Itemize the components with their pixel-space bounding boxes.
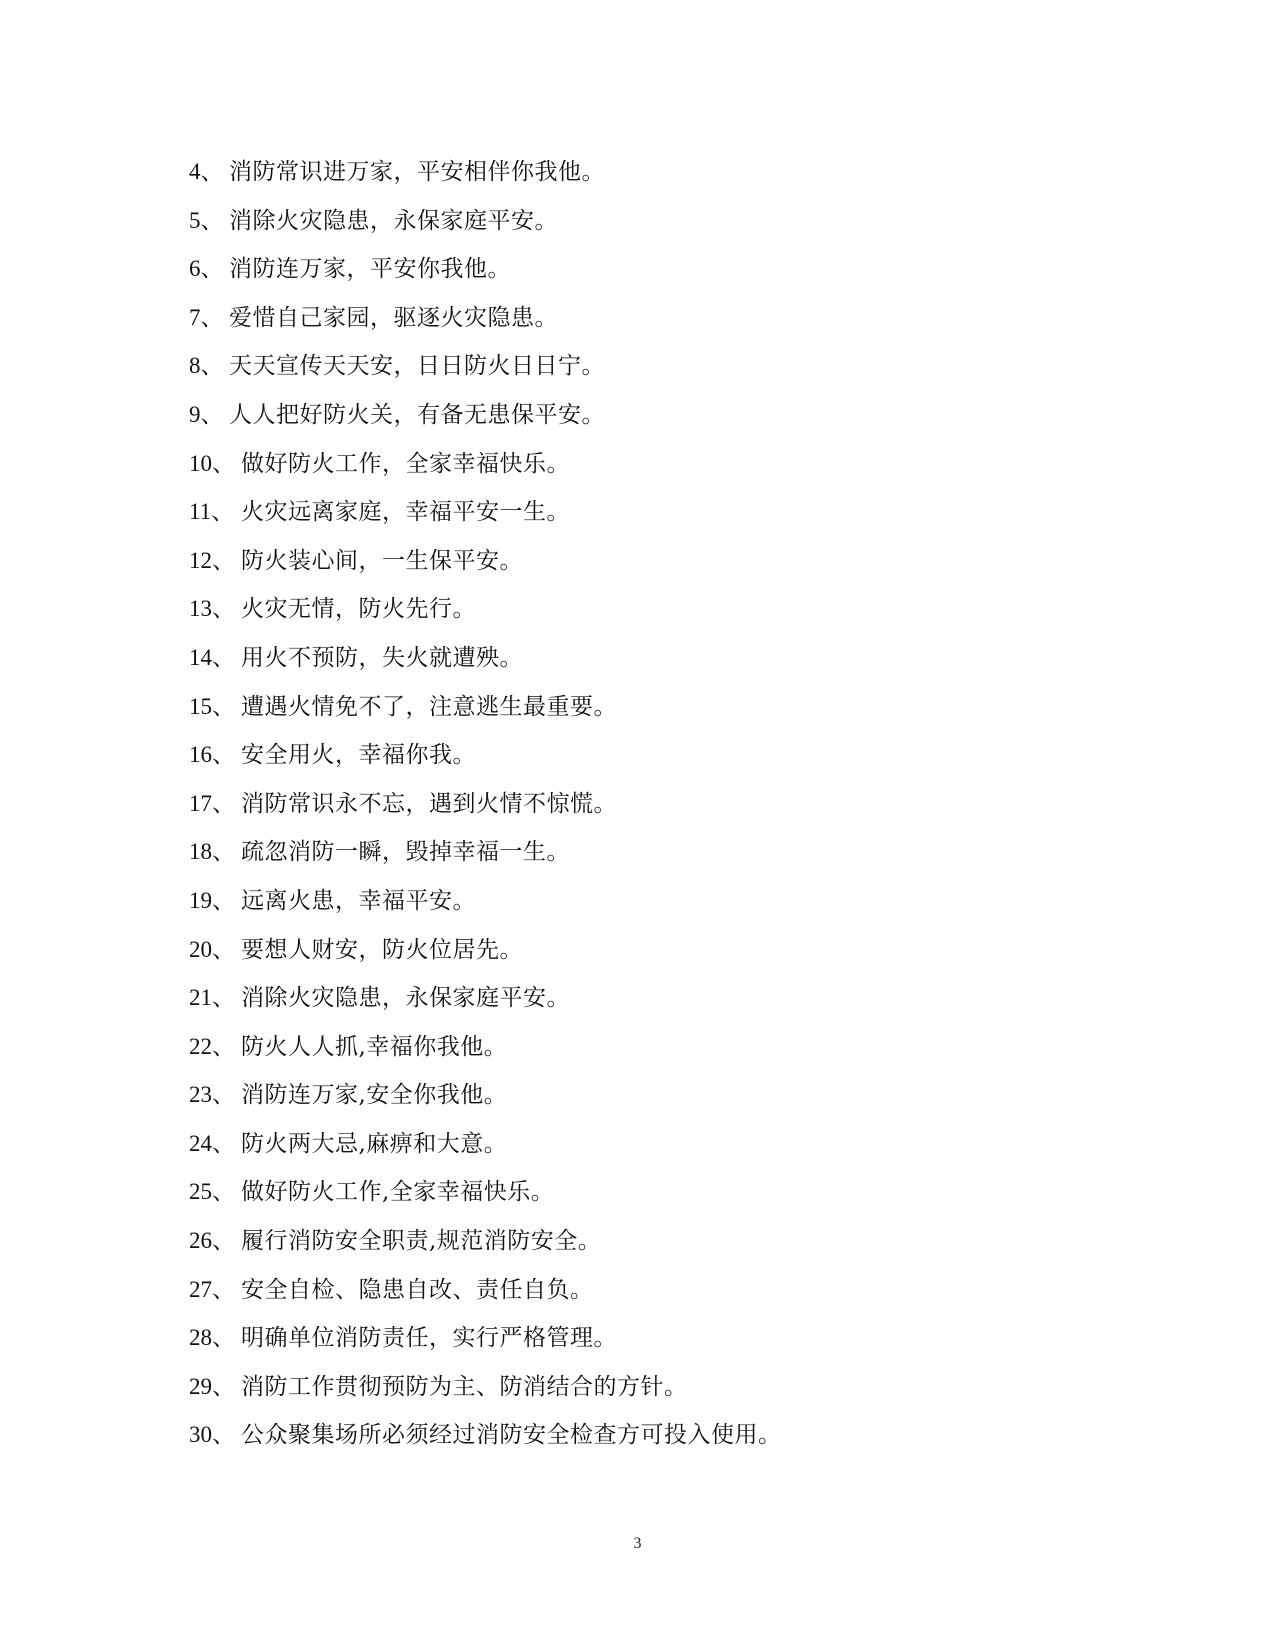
list-item	[189, 981, 1089, 1030]
slogan-number: 27、	[189, 1276, 235, 1302]
slogan-text: 远离火患，幸福平安。	[241, 887, 476, 914]
list-item	[189, 1273, 1089, 1322]
slogan-number: 29、	[189, 1373, 235, 1399]
slogan-number: 5、	[189, 207, 224, 233]
list-item	[189, 933, 1089, 982]
list-item	[189, 495, 1089, 544]
slogan-text: 天天宣传天天安，日日防火日日宁。	[229, 353, 605, 380]
list-item	[189, 738, 1089, 787]
slogan-number: 13、	[189, 596, 235, 622]
slogan-number: 26、	[189, 1228, 235, 1254]
list-item	[189, 1418, 1089, 1467]
slogan-text: 做好防火工作,全家幸福快乐。	[241, 1179, 555, 1206]
slogan-number: 20、	[189, 936, 235, 962]
slogan-number: 6、	[189, 256, 224, 282]
list-item	[189, 641, 1089, 690]
list-item	[189, 1127, 1089, 1176]
slogan-number: 16、	[189, 742, 235, 768]
slogan-number: 30、	[189, 1422, 235, 1448]
slogan-text: 消防工作贯彻预防为主、防消结合的方针。	[241, 1373, 688, 1400]
slogan-text: 防火装心间，一生保平安。	[241, 547, 523, 574]
slogan-number: 24、	[189, 1130, 235, 1156]
slogan-text: 消除火灾隐患，永保家庭平安。	[229, 207, 558, 234]
slogan-number: 25、	[189, 1179, 235, 1205]
list-item	[189, 252, 1089, 301]
list-item	[189, 835, 1089, 884]
list-item	[189, 447, 1089, 496]
list-item	[189, 690, 1089, 739]
list-item	[189, 204, 1089, 253]
slogan-number: 15、	[189, 693, 235, 719]
slogan-text: 公众聚集场所必须经过消防安全检查方可投入使用。	[241, 1422, 782, 1449]
slogan-number: 23、	[189, 1082, 235, 1108]
page-number: 3	[633, 1535, 642, 1552]
slogan-text: 做好防火工作，全家幸福快乐。	[241, 450, 570, 477]
slogan-text: 防火两大忌,麻痹和大意。	[241, 1130, 508, 1157]
slogan-number: 19、	[189, 887, 235, 913]
slogan-text: 消防常识进万家，平安相伴你我他。	[229, 159, 605, 185]
slogan-number: 21、	[189, 985, 235, 1011]
slogan-number: 18、	[189, 839, 235, 865]
slogan-text: 安全用火，幸福你我。	[241, 742, 476, 769]
slogan-number: 11、	[189, 499, 235, 525]
slogan-list	[189, 155, 1089, 1467]
slogan-number: 8、	[189, 353, 224, 379]
slogan-text: 安全自检、隐患自改、责任自负。	[241, 1276, 594, 1303]
list-item	[189, 1030, 1089, 1079]
slogan-text: 爱惜自己家园，驱逐火灾隐患。	[229, 304, 558, 331]
slogan-text: 消除火灾隐患，永保家庭平安。	[241, 985, 570, 1012]
slogan-text: 人人把好防火关，有备无患保平安。	[229, 401, 605, 428]
list-item	[189, 1175, 1089, 1224]
slogan-number: 14、	[189, 644, 235, 670]
list-item	[189, 1321, 1089, 1370]
slogan-text: 火灾无情，防火先行。	[241, 596, 476, 623]
slogan-number: 7、	[189, 304, 224, 330]
list-item	[189, 884, 1089, 933]
slogan-text: 要想人财安，防火位居先。	[241, 936, 523, 963]
slogan-number: 10、	[189, 450, 235, 476]
list-item	[189, 1224, 1089, 1273]
slogan-text: 疏忽消防一瞬，毁掉幸福一生。	[241, 839, 570, 866]
slogan-text: 明确单位消防责任，实行严格管理。	[241, 1325, 617, 1352]
slogan-text: 用火不预防，失火就遭殃。	[241, 644, 523, 671]
list-item	[189, 1370, 1089, 1419]
list-item	[189, 301, 1089, 350]
list-item	[189, 398, 1089, 447]
list-item	[189, 1078, 1089, 1127]
list-item	[189, 544, 1089, 593]
slogan-number: 22、	[189, 1033, 235, 1059]
list-item	[189, 349, 1089, 398]
slogan-text: 遭遇火情免不了，注意逃生最重要。	[241, 693, 617, 720]
list-item	[189, 787, 1089, 836]
slogan-number: 9、	[189, 401, 224, 427]
slogan-text: 消防连万家，平安你我他。	[229, 256, 511, 283]
slogan-text: 履行消防安全职责,规范消防安全。	[241, 1228, 602, 1255]
slogan-number: 12、	[189, 547, 235, 573]
slogan-number: 17、	[189, 790, 235, 816]
slogan-number: 28、	[189, 1325, 235, 1351]
slogan-number: 4、	[189, 159, 224, 184]
list-item	[189, 592, 1089, 641]
list-item	[189, 155, 1089, 204]
slogan-text: 防火人人抓,幸福你我他。	[241, 1033, 508, 1060]
slogan-text: 火灾远离家庭，幸福平安一生。	[241, 499, 570, 526]
slogan-text: 消防连万家,安全你我他。	[241, 1082, 508, 1109]
slogan-text: 消防常识永不忘，遇到火情不惊慌。	[241, 790, 617, 817]
